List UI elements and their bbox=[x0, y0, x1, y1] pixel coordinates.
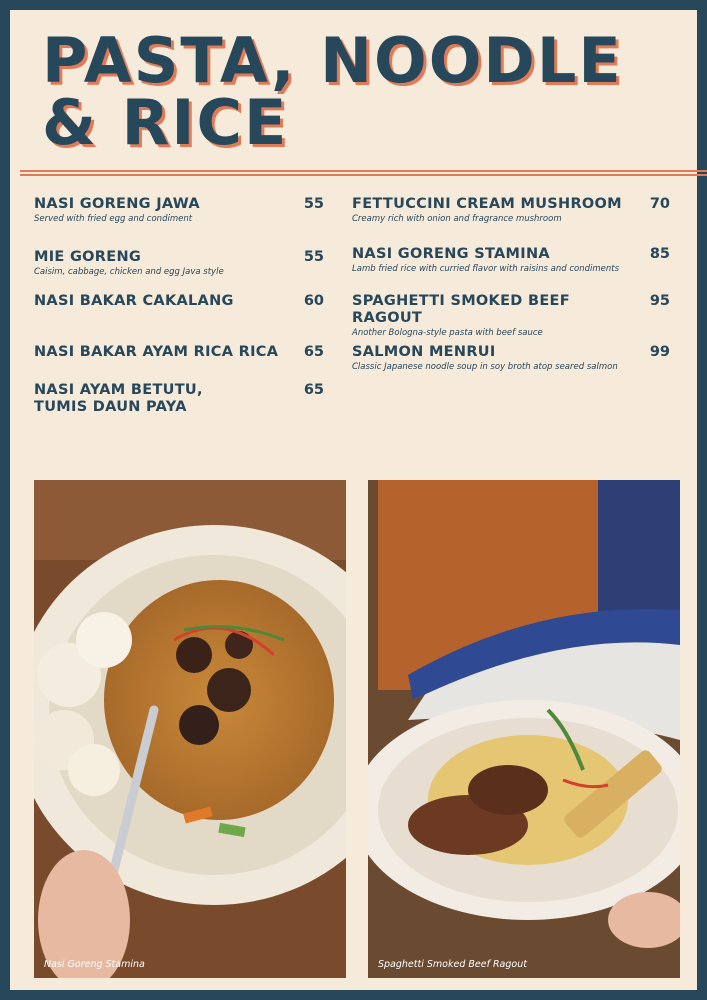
item-price: 99 bbox=[649, 344, 670, 360]
item-price: 65 bbox=[303, 344, 324, 360]
item-description: Lamb fried rice with curried flavor with raisins and condiments bbox=[352, 264, 620, 274]
menu-item bbox=[34, 344, 324, 361]
photo-spaghetti bbox=[368, 480, 680, 978]
title-line-1: PASTA, NOODLE bbox=[42, 24, 623, 97]
item-description: Another Bologna-style pasta with beef sauce bbox=[352, 328, 543, 338]
item-name: NASI BAKAR CAKALANG bbox=[34, 293, 234, 309]
item-name: FETTUCCINI CREAM MUSHROOM bbox=[352, 196, 622, 212]
photo-caption: Nasi Goreng Stamina bbox=[44, 959, 145, 970]
item-name: SALMON MENRUI bbox=[352, 344, 496, 360]
item-name: NASI AYAM BETUTU, TUMIS DAUN PAYA bbox=[34, 382, 203, 415]
fried-rice-illustration bbox=[34, 480, 346, 978]
title-line-2: & RICE bbox=[42, 86, 289, 159]
menu-item bbox=[352, 344, 670, 373]
item-price: 65 bbox=[303, 382, 324, 398]
item-price: 85 bbox=[649, 246, 670, 262]
item-name: MIE GORENG bbox=[34, 249, 142, 265]
item-price: 60 bbox=[303, 293, 324, 309]
item-description: Served with fried egg and condiment bbox=[34, 214, 193, 224]
item-price: 70 bbox=[649, 196, 670, 212]
divider-bottom bbox=[20, 174, 707, 176]
item-description: Caisim, cabbage, chicken and egg Java style bbox=[34, 267, 224, 277]
photo-nasi-goreng bbox=[34, 480, 346, 978]
menu-item bbox=[34, 249, 324, 278]
page-title bbox=[42, 24, 623, 159]
divider-top bbox=[20, 170, 707, 172]
item-price: 95 bbox=[649, 293, 670, 309]
item-name: NASI GORENG JAWA bbox=[34, 196, 200, 212]
menu-item bbox=[34, 382, 324, 416]
item-price: 55 bbox=[303, 249, 324, 265]
spaghetti-illustration bbox=[368, 480, 680, 978]
menu-item bbox=[352, 293, 670, 339]
item-name: NASI BAKAR AYAM RICA RICA bbox=[34, 344, 279, 360]
item-description: Classic Japanese noodle soup in soy broth atop seared salmon bbox=[352, 362, 618, 372]
photo-caption: Spaghetti Smoked Beef Ragout bbox=[378, 959, 527, 970]
item-description: Creamy rich with onion and fragrance mushroom bbox=[352, 214, 562, 224]
item-name: SPAGHETTI SMOKED BEEF RAGOUT bbox=[352, 293, 570, 326]
item-price: 55 bbox=[303, 196, 324, 212]
menu-item bbox=[34, 196, 324, 225]
menu-item bbox=[352, 196, 670, 225]
menu-item bbox=[352, 246, 670, 275]
item-name: NASI GORENG STAMINA bbox=[352, 246, 550, 262]
menu-item bbox=[34, 293, 324, 310]
